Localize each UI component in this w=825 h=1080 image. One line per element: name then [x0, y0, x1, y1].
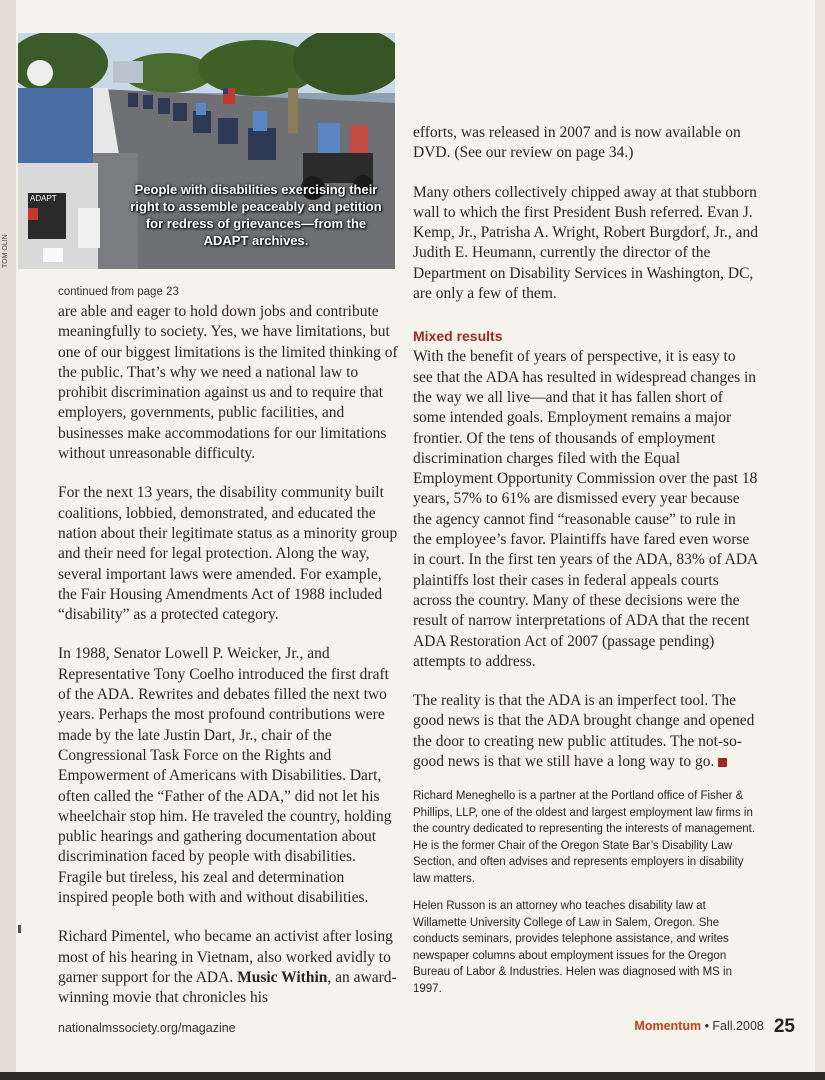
author-bio: Helen Russon is an attorney who teaches disability law at Willamette University College of Law in Salem, Oregon. She conducts seminars, provides telephone assistance, and writes newspaper columns about employment issues for the Oregon Bureau of Labor & Industries. Helen was diagnosed with MS in 1997.: [413, 900, 732, 995]
end-mark-icon: [718, 758, 727, 767]
right-column: [413, 123, 758, 1008]
photo-credit: TOM OLIN: [2, 234, 9, 268]
magazine-name: Momentum: [634, 1019, 702, 1033]
adapt-sign: ADAPT: [30, 194, 57, 203]
body-paragraph: efforts, was released in 2007 and is now available on DVD. (See our review on page 34.): [413, 124, 741, 162]
body-paragraph-last: [58, 927, 398, 1008]
page-binding-edge: [0, 0, 16, 1080]
author-bio: Richard Meneghello is a partner at the Portland office of Fisher & Phillips, LLP, one of the oldest and largest employment law firms in the country dedicated to representing the interests of management. He is the former Chair of the Oregon State Bar’s Disability Law Section, and often advises and represents employers in disability law matters.: [413, 790, 756, 885]
body-paragraph: are able and eager to hold down jobs and contribute meaningfully to society. Yes, we have limitations, but one of our biggest limitations is the limited thinking of the public. That’s why we need a national law to prohibit discrimination against us and to require that employers, governments, public facilities, and businesses make accommodations for our limitations without unreasonable difficulty.: [58, 303, 398, 463]
paragraph-text: Richard Pimentel, who became an activist after losing most of his hearing in Vietnam, also worked avidly to garner support for the ADA.: [58, 928, 393, 986]
footer-url[interactable]: nationalmssociety.org/magazine: [58, 1021, 236, 1035]
movie-title: Music Within: [237, 968, 328, 986]
paragraph-text: , an award-winning movie that chronicles his: [58, 968, 397, 1007]
body-paragraph: Many others collectively chipped away at that stubborn wall to which the first President Bush referred. Evan J. Kemp, Jr., Patrisha A. Wright, Robert Burgdorf, Jr., and Judith E. Heumann, currently the director of the Department on Disability Services in Washington, DC, are only a few of them.: [413, 183, 758, 303]
footer-issue: [634, 1016, 795, 1038]
paragraph-text: The reality is that the ADA is an imperfect tool. The good news is that the ADA brought change and opened the door to creating new public attitudes. The not-so-good news is that we still have a long way to go.: [413, 692, 755, 771]
page-number: 25: [773, 1016, 795, 1037]
footer-separator: •: [701, 1019, 713, 1033]
photo-caption: People with disabilities exercising their right to assemble peaceably and petition for redress of grievances—from the ADAPT archives.: [130, 182, 382, 248]
closing-paragraph: [413, 691, 758, 772]
scan-shadow: [0, 1072, 825, 1080]
left-column: [58, 285, 398, 1028]
continued-note: continued from page 23: [58, 286, 179, 298]
body-paragraph: With the benefit of years of perspective, it is easy to see that the ADA has resulted in widespread changes in the way we all live—and that it has fallen short of some intended goals. Employment remains a major frontier. Of the tens of thousands of employment discrimination charges filed with the Equal Employment Opportunity Commission over the past 18 years, 57% to 61% are dismissed every year because the agency cannot find “reasonable cause” to rule in the employee’s favor. Plaintiffs have fared even worse in court. In the first ten years of the ADA, 83% of ADA plaintiffs lost their cases in federal appeals courts across the country. Many of these decisions were the result of narrow interpretations of ADA that the recent ADA Restoration Act of 2007 (passage pending) attempts to address.: [413, 348, 758, 670]
issue-date: Fall.2008: [712, 1019, 764, 1033]
section-subhead: Mixed results: [413, 328, 503, 345]
body-paragraph: For the next 13 years, the disability community built coalitions, lobbied, demonstrated, and educated the nation about their legitimate status as a minority group and their need for legal protection. Along the way, several important laws were amended. For example, the Fair Housing Amendments Act of 1988 included “disability” as a protected category.: [58, 484, 398, 624]
page-right-edge: [815, 0, 825, 1080]
body-paragraph: In 1988, Senator Lowell P. Weicker, Jr., and Representative Tony Coelho introduced the first draft of the ADA. Rewrites and debates filled the next two years. Perhaps the most profound contributions were made by the late Justin Dart, Jr., chair of the Congressional Task Force on the Rights and Empowerment of Americans with Disabilities. Dart, often called the “Father of the ADA,” did not let his wheelchair stop him. He traveled the country, holding public hearings and gathering documentation about discrimination faced by people with disabilities. Fragile but tireless, his zeal and determination inspired people both with and without disabilities.: [58, 645, 392, 907]
parade-photo: [18, 33, 395, 269]
margin-mark: [18, 925, 21, 933]
